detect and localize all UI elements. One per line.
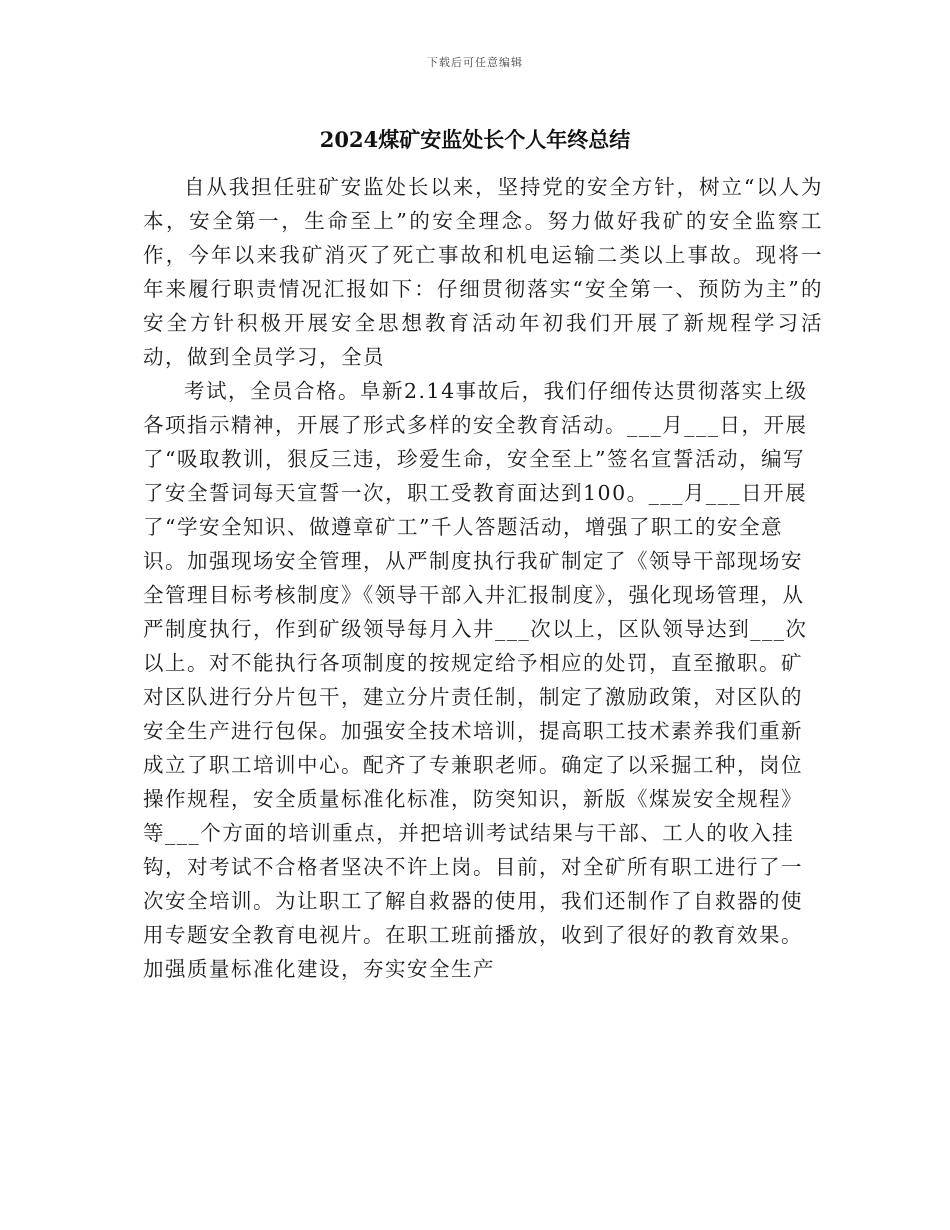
paragraph-1: 自从我担任驻矿安监处长以来，坚持党的安全方针，树立“以人为本，安全第一，生命至上”的安全理念。努力做好我矿的安全监察工作，今年以来我矿消灭了死亡事故和机电运输二类以上事故。现将一年来履行职责情况汇报如下：仔细贯彻落实“安全第一、预防为主”的安全方针积极开展安全思想教育活动年初我们开展了新规程学习活动，做到全员学习，全员 xyxy=(143,175,823,369)
document-title: 2024煤矿安监处长个人年终总结 xyxy=(319,127,631,152)
header-note: 下载后可任意编辑 xyxy=(427,56,523,69)
document-body xyxy=(143,170,823,986)
paragraph-2: 考试，全员合格。阜新2.14事故后，我们仔细传达贯彻落实上级各项指示精神，开展了形式多样的安全教育活动。___月___日，开展了“吸取教训，狠反三违，珍爱生命，安全至上”签名宣誓活动，编写了安全誓词每天宣誓一次，职工受教育面达到100。___月___日开展了“学安全知识、做遵章矿工”千人答题活动，增强了职工的安全意识。加强现场安全管理，从严制度执行我矿制定了《领导干部现场安全管理目标考核制度》《领导干部入井汇报制度》，强化现场管理，从严制度执行，作到矿级领导每月入井___次以上，区队领导达到___次以上。对不能执行各项制度的按规定给予相应的处罚，直至撤职。矿对区队进行分片包干，建立分片责任制，制定了激励政策，对区队的安全生产进行包保。加强安全技术培训，提高职工技术素养我们重新成立了职工培训中心。配齐了专兼职老师。确定了以采掘工种，岗位操作规程，安全质量标准化标准，防突知识，新版《煤炭安全规程》等___个方面的培训重点，并把培训考试结果与干部、工人的收入挂钩，对考试不合格者坚决不许上岗。目前，对全矿所有职工进行了一次安全培训。为让职工了解自救器的使用，我们还制作了自救器的使用专题安全教育电视片。在职工班前播放，收到了很好的教育效果。加强质量标准化建设，夯实安全生产 xyxy=(143,379,808,981)
